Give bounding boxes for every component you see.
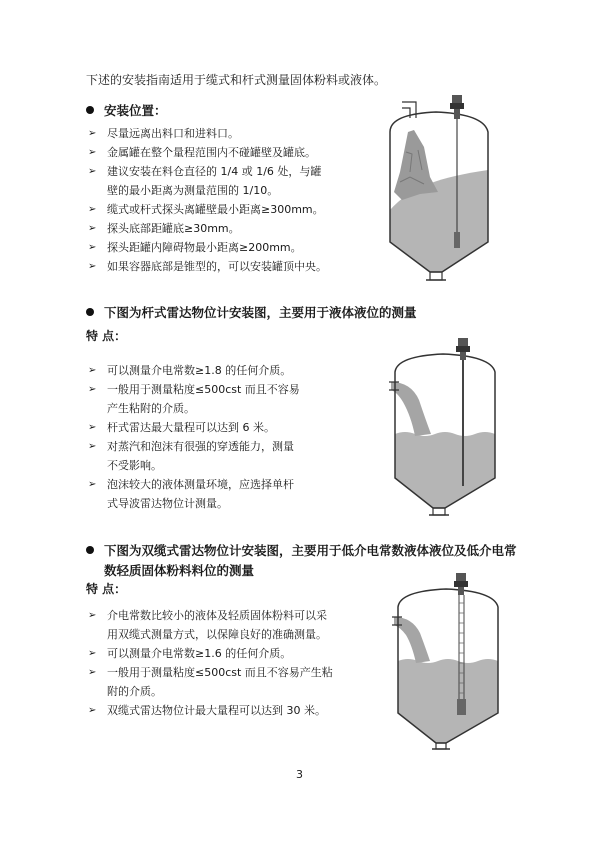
- list-item-continuation: 产生粘附的介质。: [107, 402, 195, 415]
- silo-solid-diagram: [380, 92, 500, 292]
- list-item: ➢ 可以测量介电常数≥1.8 的任何介质。: [88, 361, 300, 380]
- list-item: ➢ 一般用于测量粘度≤500cst 而且不容易: [88, 380, 300, 399]
- arrow-bullet-icon: ➢: [88, 479, 97, 490]
- list-item: ➢ 缆式或杆式探头离罐壁最小距离≥300mm。: [88, 200, 327, 219]
- section2-features-label: 特 点：: [86, 329, 127, 343]
- list-item: ➢ 杆式雷达最大量程可以达到 6 米。: [88, 418, 300, 437]
- list-item: ➢ 介电常数比较小的液体及轻质固体粉料可以采: [88, 606, 333, 625]
- section3-heading: 下图为双缆式雷达物位计安装图，主要用于低介电常数液体液位及低介电常: [86, 541, 517, 559]
- list-item: ➢ 探头底部距罐底≥30mm。: [88, 219, 327, 238]
- arrow-bullet-icon: ➢: [88, 667, 97, 678]
- list-item: ➢ 一般用于测量粘度≤500cst 而且不容易产生粘: [88, 663, 333, 682]
- list-item: ➢ 泡沫较大的液体测量环境，应选择单杆: [88, 475, 300, 494]
- list-item-continuation: 壁的最小距离为测量范围的 1/10。: [107, 184, 279, 197]
- list-item: ➢ 探头距罐内障碍物最小距离≥200mm。: [88, 238, 327, 257]
- radar-head: [456, 573, 466, 581]
- arrow-bullet-icon: ➢: [88, 242, 97, 253]
- probe-weight: [457, 699, 466, 715]
- bullet-icon: [86, 106, 94, 114]
- radar-head: [452, 95, 462, 103]
- list-item: ➢ 金属罐在整个量程范围内不碰罐壁及罐底。: [88, 143, 327, 162]
- list-item: ➢ 双缆式雷达物位计最大量程可以达到 30 米。: [88, 701, 333, 720]
- arrow-bullet-icon: ➢: [88, 223, 97, 234]
- arrow-bullet-icon: ➢: [88, 610, 97, 621]
- arrow-bullet-icon: ➢: [88, 166, 97, 177]
- tank-outlet: [433, 508, 445, 515]
- intro-text: 下述的安装指南适用于缆式和杆式测量固体粉料或液体。: [86, 73, 387, 87]
- list-item: ➢ 对蒸汽和泡沫有很强的穿透能力，测量: [88, 437, 300, 456]
- arrow-bullet-icon: ➢: [88, 365, 97, 376]
- section2-heading: 下图为杆式雷达物位计安装图，主要用于液体液位的测量: [86, 303, 417, 321]
- arrow-bullet-icon: ➢: [88, 261, 97, 272]
- silo-outlet: [430, 272, 442, 280]
- radar-head: [458, 338, 468, 346]
- section3-list: [88, 606, 333, 720]
- tank-outlet: [436, 743, 446, 749]
- list-item-continuation: 用双缆式测量方式，以保障良好的准确测量。: [107, 628, 327, 641]
- bullet-icon: [86, 546, 94, 554]
- bullet-icon: [86, 308, 94, 316]
- list-item: ➢ 建议安装在料仓直径的 1/4 或 1/6 处，与罐: [88, 162, 327, 181]
- list-item: ➢ 可以测量介电常数≥1.6 的任何介质。: [88, 644, 333, 663]
- arrow-bullet-icon: ➢: [88, 422, 97, 433]
- arrow-bullet-icon: ➢: [88, 128, 97, 139]
- arrow-bullet-icon: ➢: [88, 705, 97, 716]
- list-item-continuation: 附的介质。: [107, 685, 162, 698]
- list-item: ➢ 如果容器底部是锥型的，可以安装罐顶中央。: [88, 257, 327, 276]
- page-number: 3: [296, 768, 303, 781]
- list-item-continuation: 不受影响。: [107, 459, 162, 472]
- pouring-stream: [394, 617, 430, 663]
- arrow-bullet-icon: ➢: [88, 204, 97, 215]
- section2-list: [88, 361, 300, 513]
- arrow-bullet-icon: ➢: [88, 384, 97, 395]
- arrow-bullet-icon: ➢: [88, 147, 97, 158]
- list-item-continuation: 式导波雷达物位计测量。: [107, 497, 228, 510]
- liquid-fill: [395, 432, 495, 508]
- list-item: ➢ 尽量远离出料口和进料口。: [88, 124, 327, 143]
- probe-weight: [454, 232, 460, 248]
- section1-list: [88, 124, 327, 276]
- arrow-bullet-icon: ➢: [88, 441, 97, 452]
- arrow-bullet-icon: ➢: [88, 648, 97, 659]
- section3-heading-line2: 数轻质固体粉料料位的测量: [104, 563, 255, 578]
- liquid-fill: [398, 659, 498, 743]
- section1-heading: 安装位置：: [86, 101, 167, 119]
- tank-twin-cable-diagram: [390, 573, 510, 758]
- material-plume: [394, 130, 438, 200]
- section3-features-label: 特 点：: [86, 582, 127, 596]
- tank-rod-diagram: [385, 338, 505, 523]
